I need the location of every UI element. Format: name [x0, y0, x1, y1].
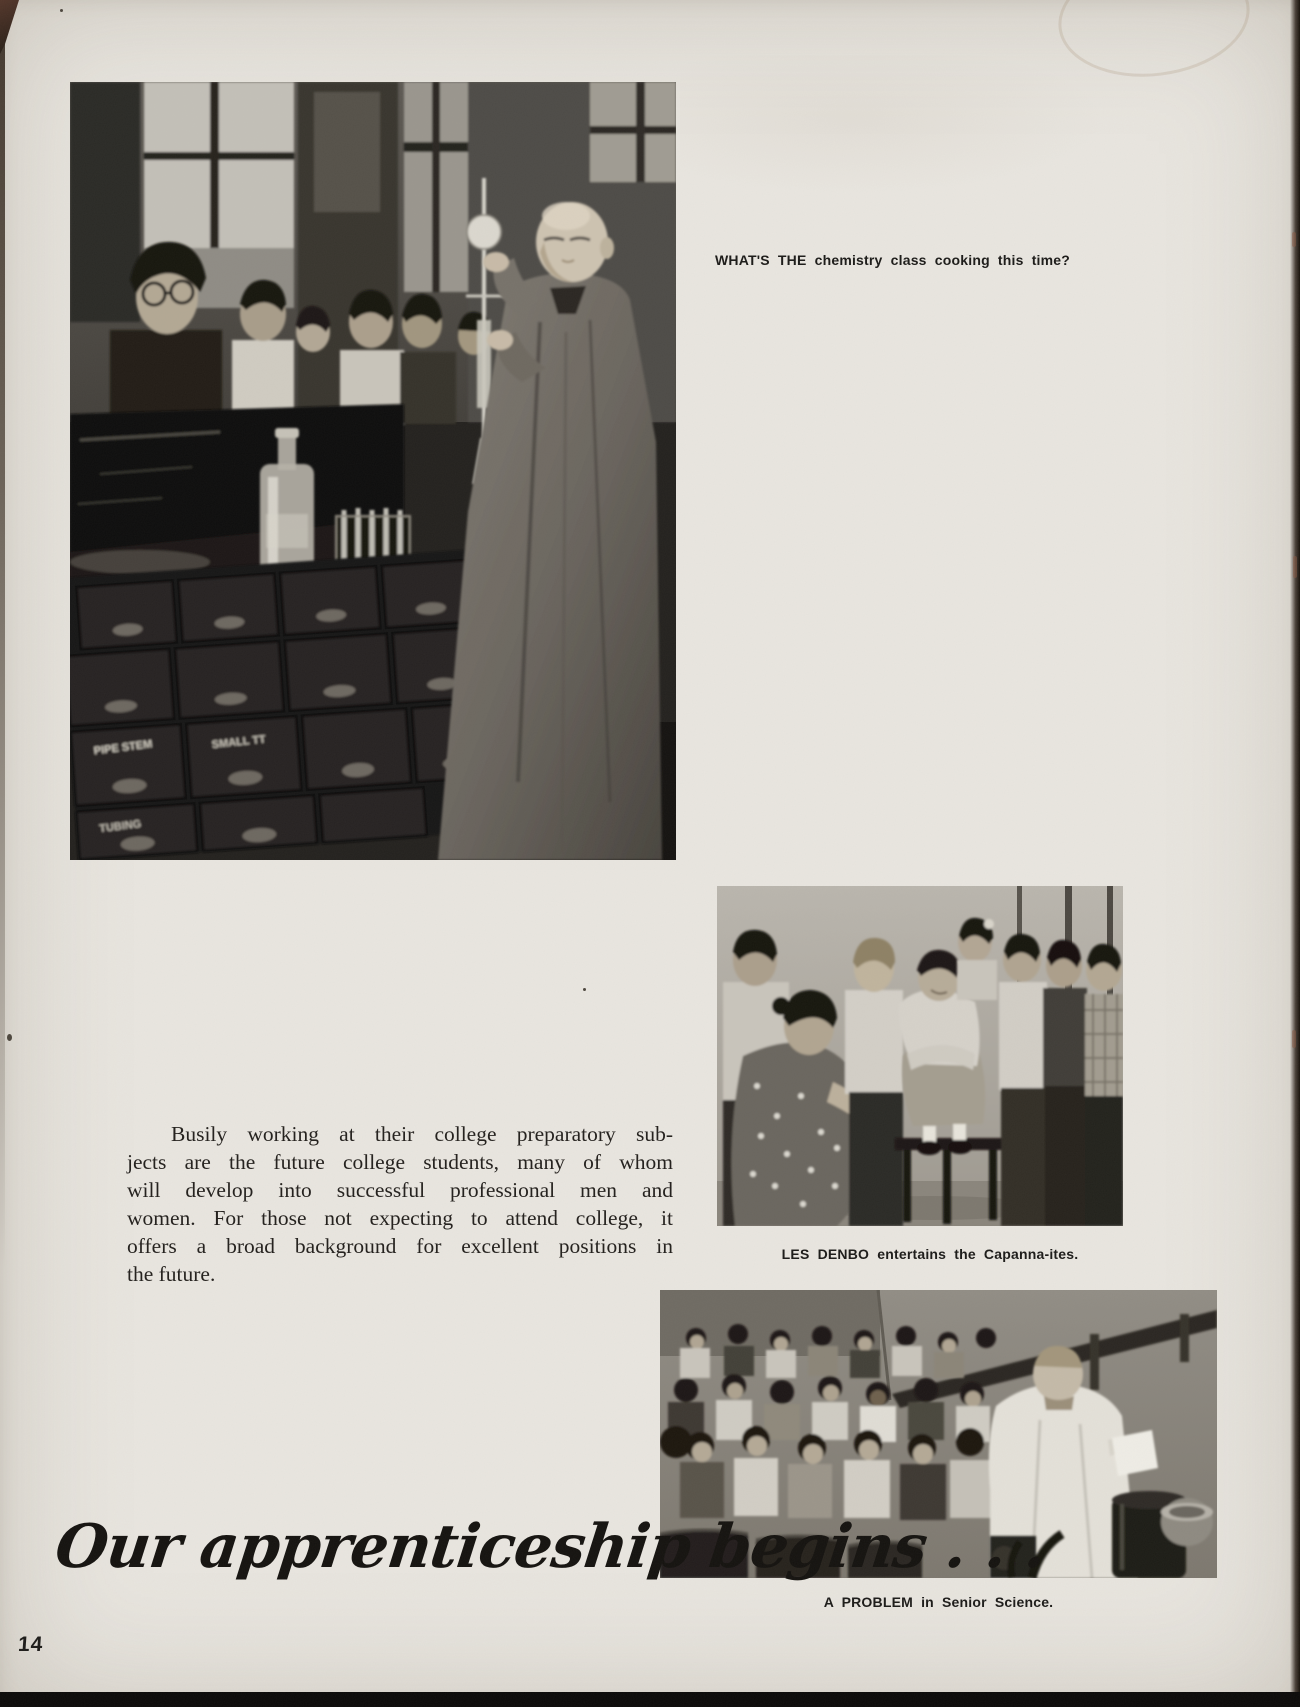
scan-edge-left [0, 0, 5, 1380]
photo-caption-les-denbo: LES DENBO entertains the Capanna-ites. [781, 1246, 1079, 1262]
scan-corner-mark [0, 0, 20, 54]
paragraph-line: women. For those not expecting to attend college, it [127, 1206, 673, 1230]
photo-caption-chemistry: WHAT'S THE chemistry class cooking this time? [715, 252, 1071, 268]
scan-edge-bottom [0, 1692, 1300, 1707]
les-denbo-photo [717, 886, 1123, 1226]
drawer-label: SMALL TT [211, 733, 267, 752]
edge-scratch [1292, 232, 1296, 247]
paragraph-line: offers a broad background for excellent positions in [127, 1234, 673, 1258]
paragraph-line: the future. [127, 1262, 216, 1286]
section-headline: Our apprenticeship begins . . . [51, 1512, 1050, 1582]
scan-edge-right [1290, 0, 1300, 1707]
bleed-through-smudge [680, 55, 1110, 195]
photo-caption-senior-science: A PROBLEM in Senior Science. [823, 1594, 1054, 1610]
ink-speck [7, 1034, 12, 1041]
page-number: 14 [17, 1633, 45, 1656]
edge-scratch [1292, 1030, 1296, 1048]
ink-speck [60, 9, 63, 12]
edge-scratch [1293, 556, 1297, 578]
drawer-label: PIPE STEM [93, 738, 153, 758]
chemistry-class-photo [70, 82, 676, 860]
body-paragraph [127, 1120, 673, 1288]
paragraph-line: jects are the future college students, many of whom [127, 1150, 673, 1174]
paragraph-line: Busily working at their college preparatory sub- [171, 1122, 673, 1146]
ink-speck [583, 988, 586, 991]
drawer-label: TUBING [98, 818, 142, 836]
paragraph-line: will develop into successful professional men and [127, 1178, 673, 1202]
